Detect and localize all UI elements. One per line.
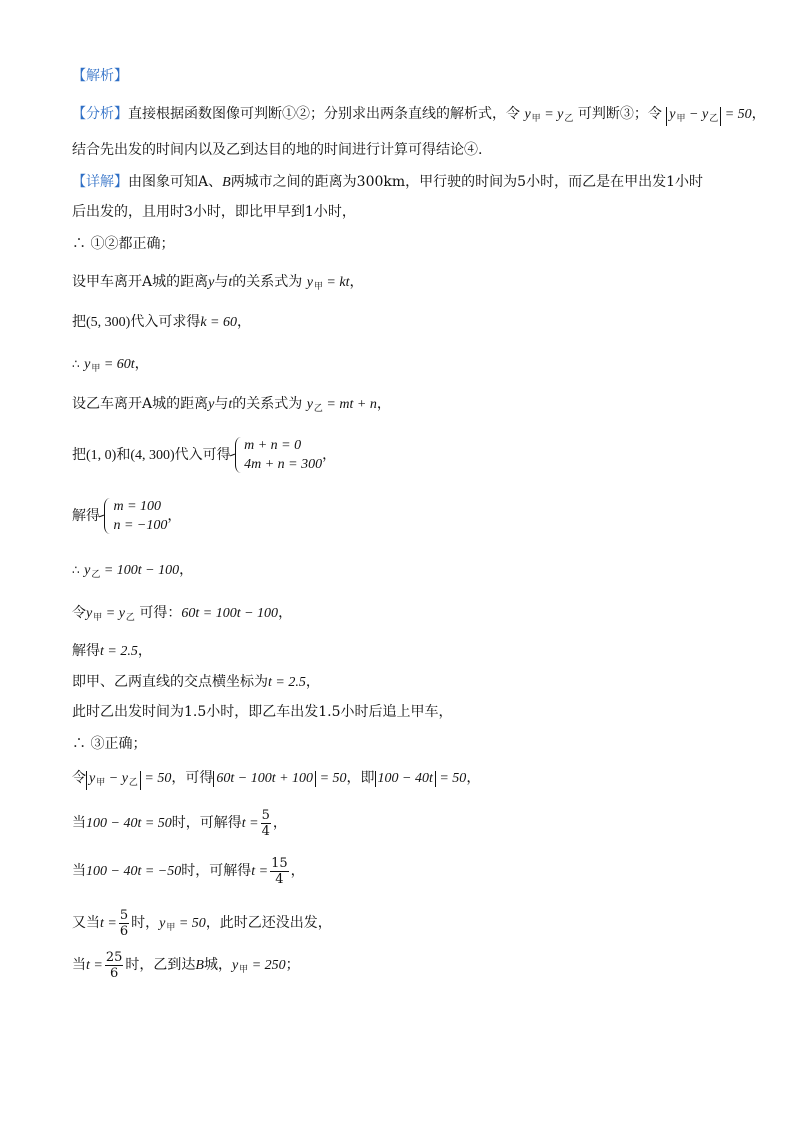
detail-line-8: 把(1, 0)和(4, 300)代入可得 m + n = 0 4m + n = 300 ， xyxy=(72,438,337,472)
detail-line-12: 解得t = 2.5， xyxy=(72,643,152,659)
detail-line-14: 此时乙出发时间为1.5小时，即乙车出发1.5小时后追上甲车， xyxy=(72,704,453,720)
detail-line-20: 当t = $\frac{25}{6}$ 时，乙到达B城，$y_甲 = 250$； xyxy=(72,949,300,981)
equation-system-2: m = 100 n = −100 xyxy=(104,497,167,535)
detail-line-10: ∴ $y_乙 = 100t - 100$， xyxy=(72,562,194,579)
detail-line-16: 令 $y_甲 - y_乙 = 50$，可得 60t − 100t + 100 = 50，即 100 − 40t = 50， xyxy=(72,768,734,790)
detail-line-7: 设乙车离开A城的距离y与t的关系式为 $y_乙$ = mt + n， xyxy=(72,396,391,413)
detail-line-9: 解得 m = 100 n = −100 ， xyxy=(72,499,182,533)
detail-line-19: 又当t = $\frac{5}{6}$ 时，$y_甲 = 50$，此时乙还没出发， xyxy=(72,907,332,939)
detail-line-11: 令$y_甲 = y_乙$ 可得：60t = 100t − 100， xyxy=(72,605,293,622)
detail-line-13: 即甲、乙两直线的交点横坐标为t = 2.5， xyxy=(72,674,320,690)
detail-line-2: 后出发的，且用时3小时，即比甲早到1小时， xyxy=(72,204,356,220)
detail-line-6: ∴ $y_甲 = 60t$， xyxy=(72,356,149,373)
analysis-tag: 【分析】 xyxy=(72,106,128,122)
analysis-line-2: 结合先出发的时间内以及乙到达目的地的时间进行计算可得结论④. xyxy=(72,142,483,158)
detail-line-17: 当100 − 40t = 50时，可解得t = $\frac{5}{4}$ ， xyxy=(72,807,287,839)
detail-line-5: 把(5, 300)代入可求得k = 60， xyxy=(72,314,251,330)
detail-line-1: 【详解】由图象可知A、B两城市之间的距离为300km，甲行驶的时间为5小时，而乙是在甲出发1小时 xyxy=(72,174,703,190)
detail-line-15: ∴ ③正确； xyxy=(72,736,147,752)
section-label: 【解析】 xyxy=(72,68,128,84)
detail-tag: 【详解】 xyxy=(72,174,128,190)
analysis-line-1: 【分析】直接根据函数图像可判断①②；分别求出两条直线的解析式，令 $y_甲 = y_乙$ 可判断③；令 $y_甲 - y_乙 = 50$， xyxy=(72,104,734,128)
detail-line-4: 设甲车离开A城的距离y与t的关系式为 $y_甲$ = kt， xyxy=(72,274,364,291)
detail-line-18: 当100 − 40t = −50时，可解得t = $\frac{15}{4}$ ， xyxy=(72,855,305,887)
detail-line-3: ∴ ①②都正确； xyxy=(72,236,175,252)
equation-system-1: m + n = 0 4m + n = 300 xyxy=(235,436,322,474)
